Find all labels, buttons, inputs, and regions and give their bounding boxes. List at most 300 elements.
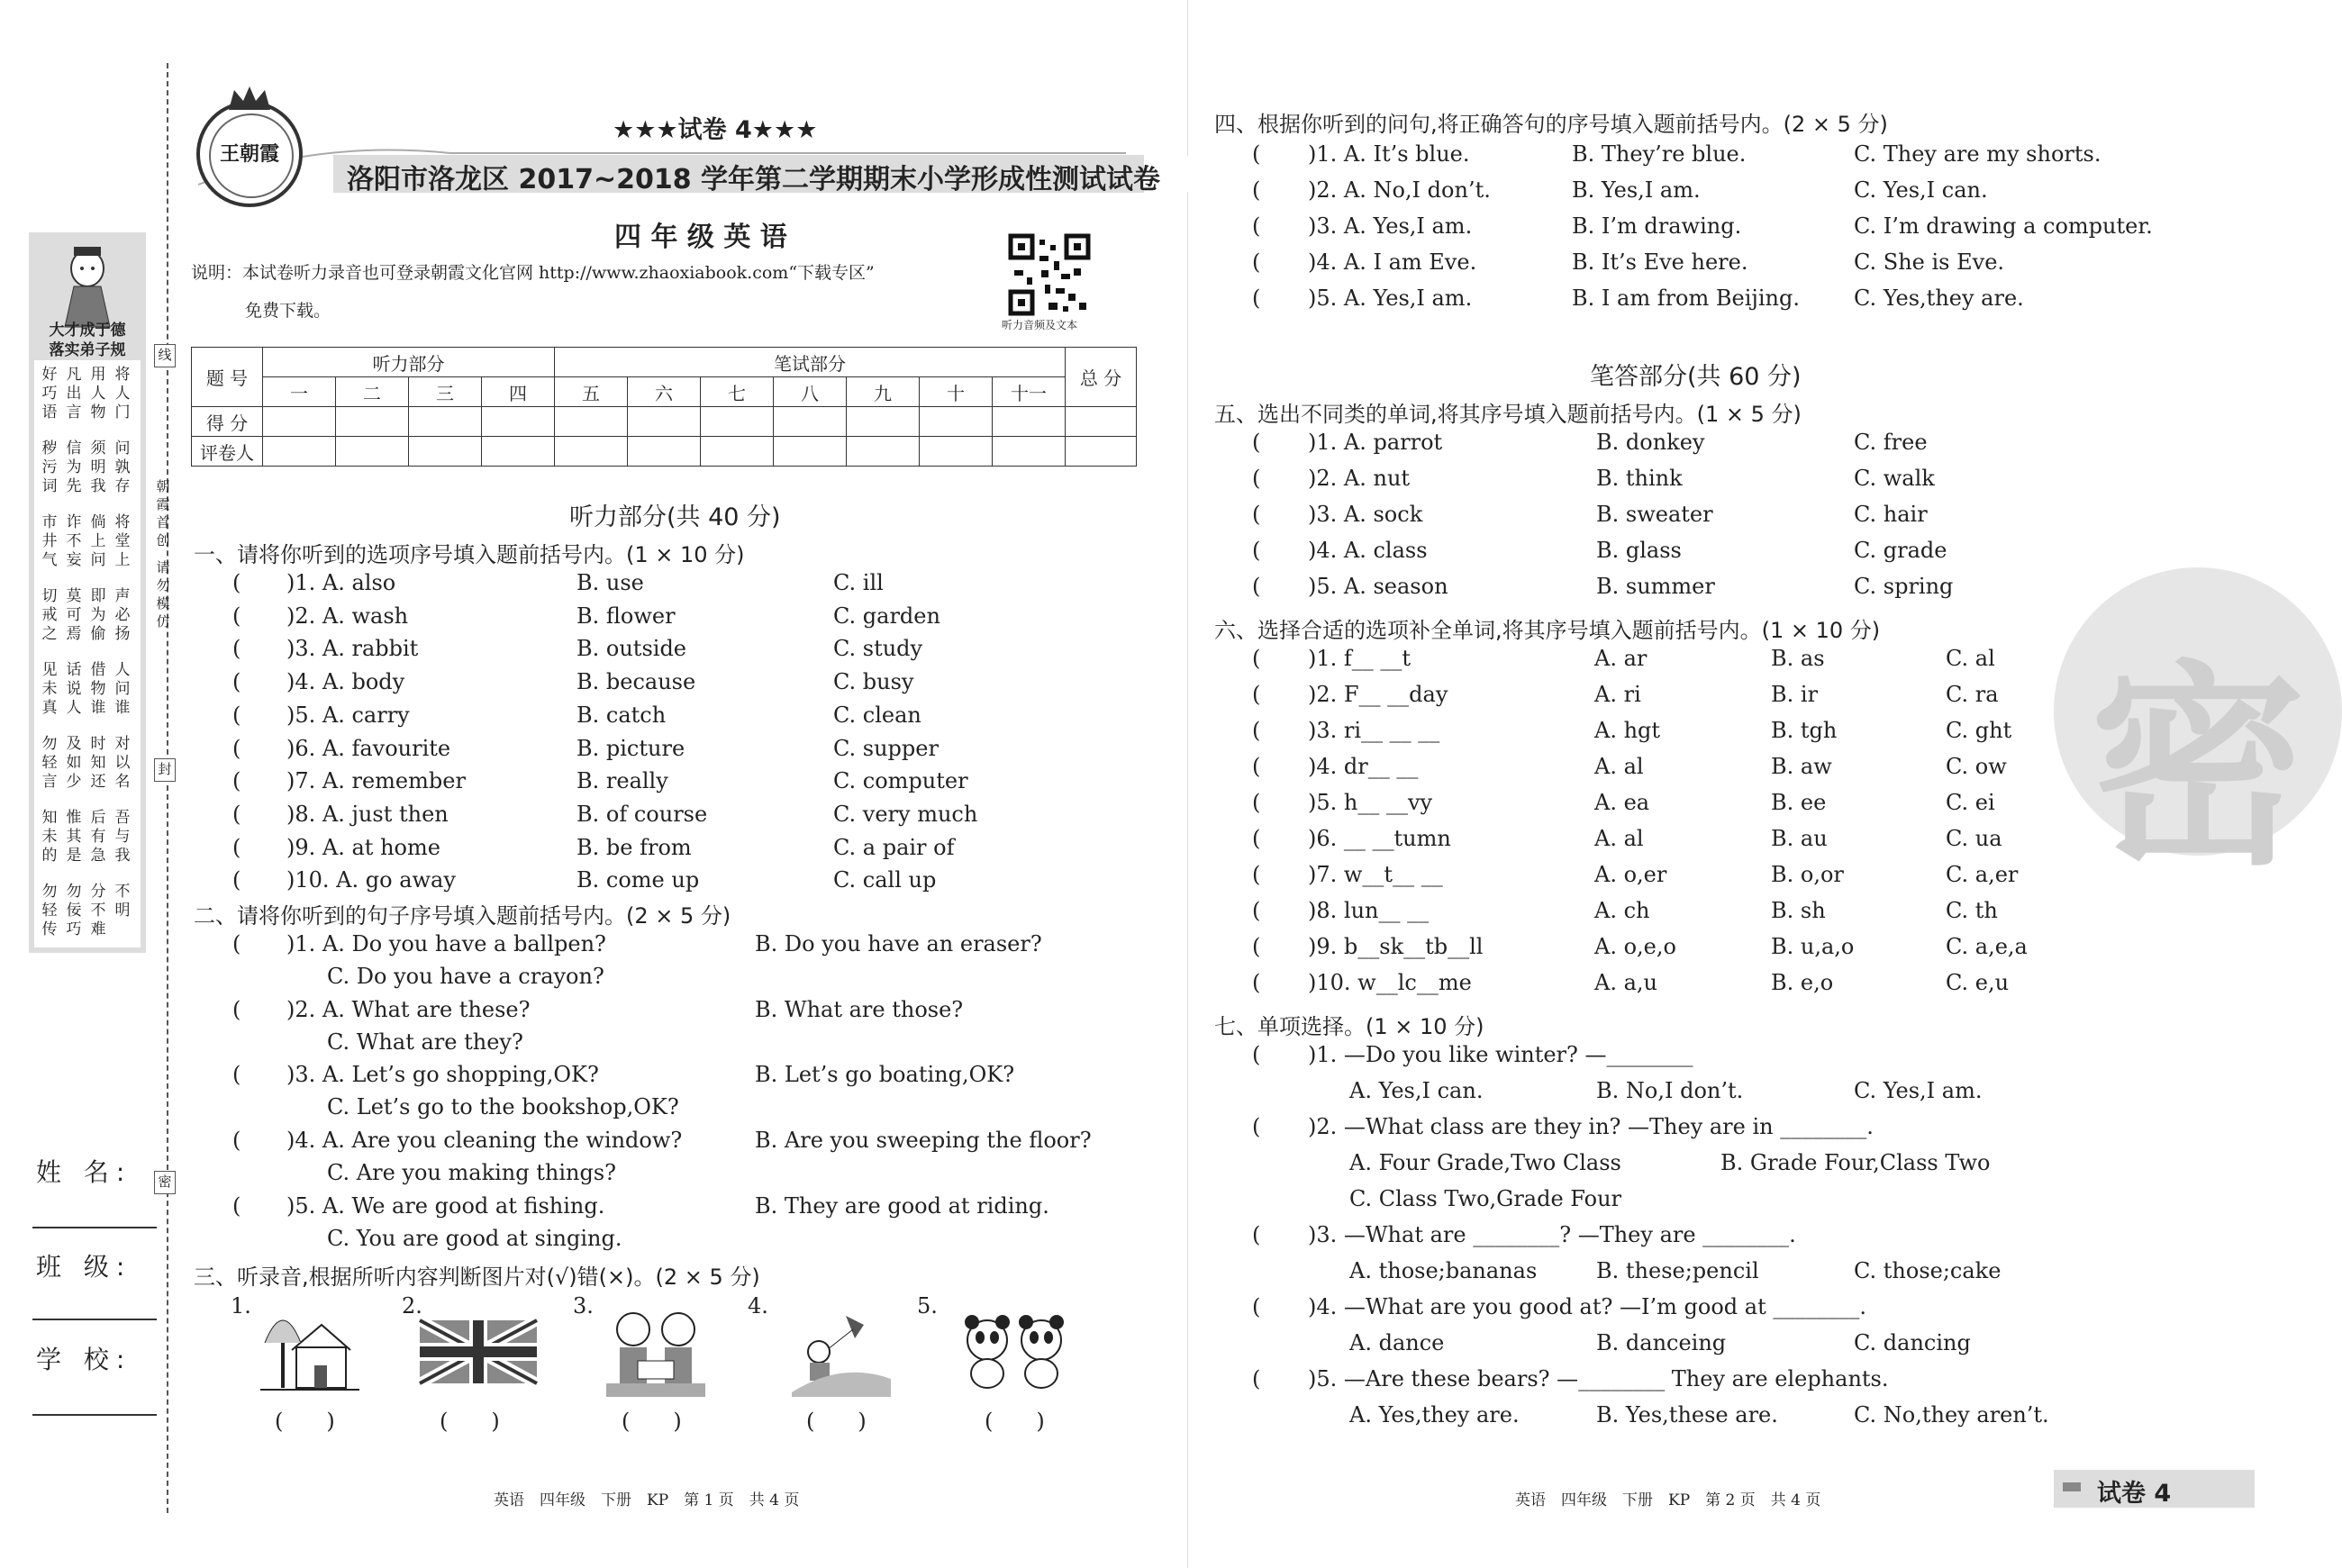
picture-number: 4. (748, 1293, 768, 1319)
option-c: C. Yes,I am. (1854, 1078, 1983, 1103)
option-c: C. busy (833, 669, 914, 695)
option-c: C. th (1946, 898, 1998, 923)
option-b: B. Do you have an eraser? (755, 931, 1042, 956)
motto-column: 对 以 名 (114, 735, 131, 791)
option-a: A. ch (1594, 898, 1650, 923)
answer-bracket[interactable]: ( (1252, 177, 1261, 203)
question-stem: )4. —What are you good at? —I’m good at ________. (1308, 1294, 1866, 1319)
section-6-title: 六、选择合适的选项补全单词,将其序号填入题前括号内。(1 × 10 分) (1214, 618, 1881, 643)
motto-column: 勿 佞 巧 (66, 883, 82, 938)
option-c: C. dancing (1854, 1330, 1971, 1355)
option-b: B. Yes,I am. (1572, 177, 1701, 203)
answer-bracket[interactable]: ( ) (806, 1409, 867, 1434)
motto-column: 及 如 少 (66, 735, 82, 791)
score-cell[interactable] (555, 407, 628, 437)
answer-bracket[interactable]: ( (1252, 1222, 1261, 1247)
motto-column: 惟 其 是 (66, 809, 82, 865)
option-a: )5. A. season (1308, 574, 1448, 599)
option-b: B. of course (576, 801, 708, 827)
answer-bracket[interactable]: ( (1252, 538, 1261, 563)
motto-column: 话 说 人 (66, 661, 82, 717)
option-c: C. computer (833, 768, 968, 794)
option-a: )1. A. also (286, 570, 396, 595)
question-stem: )3. —What are ________? —They are ________. (1308, 1222, 1796, 1247)
answer-bracket[interactable]: ( (1252, 1294, 1261, 1319)
option-c: C. ow (1946, 754, 2007, 779)
answer-bracket[interactable]: ( (1252, 502, 1261, 527)
motto-column: 声 必 扬 (114, 587, 131, 643)
option-b: B. come up (576, 867, 700, 893)
class-field[interactable] (32, 1319, 157, 1320)
picture-number: 3. (573, 1293, 594, 1319)
option-b: B. I’m drawing. (1572, 213, 1742, 239)
option-b: B. Let’s go boating,OK? (755, 1062, 1015, 1088)
name-field[interactable] (32, 1227, 157, 1228)
score-col-header: 十 (920, 377, 993, 407)
score-col-header: 九 (847, 377, 920, 407)
name-label: 姓 名: (36, 1157, 132, 1187)
question-stem: )2. —What class are they in? —They are in ________. (1308, 1114, 1874, 1139)
option-b: B. use (576, 570, 644, 595)
paper-label: ★★★试卷 4★★★ (613, 116, 818, 144)
option-b: B. think (1596, 466, 1683, 491)
subject-title: 四 年 级 英 语 (614, 222, 787, 253)
answer-bracket[interactable]: ( (232, 834, 241, 860)
option-c: C. very much (833, 801, 978, 827)
option-c: C. What are they? (327, 1029, 523, 1055)
option-c: C. ei (1946, 790, 1995, 815)
option-b: B. sh (1771, 898, 1826, 923)
score-cell[interactable] (336, 407, 409, 437)
motto-column: 见 未 真 (41, 661, 58, 717)
option-a: )5. A. carry (286, 702, 410, 728)
motto-column: 倘 上 问 (90, 513, 106, 569)
answer-bracket[interactable]: ( (1252, 1042, 1261, 1067)
option-a: )6. A. favourite (286, 735, 451, 761)
score-cell[interactable] (774, 407, 847, 437)
grader-cell[interactable] (701, 437, 774, 467)
option-b: B. as (1771, 646, 1825, 671)
word-stem: )8. lun__ __ (1308, 898, 1430, 923)
score-cell[interactable] (482, 407, 555, 437)
listening-title: 听力部分(共 40 分) (569, 503, 781, 531)
motto-column: 即 为 偷 (90, 587, 106, 643)
motto-heading: 大才成于德 落实弟子规 (49, 322, 126, 359)
motto-column: 用 人 物 (90, 366, 106, 421)
option-a: )2. A. wash (286, 603, 409, 629)
motto-column: 莫 可 焉 (66, 587, 82, 643)
option-c: C. She is Eve. (1854, 249, 2005, 275)
row-header-grader: 评卷人 (192, 437, 263, 467)
option-b: B. u,a,o (1771, 934, 1855, 959)
seal-char-seal: 封 (154, 758, 176, 782)
option-c: C. Do you have a crayon? (327, 964, 604, 989)
option-a: A. ri (1594, 682, 1641, 707)
option-a: )8. A. just then (286, 801, 449, 827)
option-b: B. Yes,these are. (1596, 1402, 1778, 1428)
option-a: )1. A. It’s blue. (1308, 141, 1470, 167)
answer-bracket[interactable]: ( (232, 996, 241, 1022)
option-b: B. because (576, 669, 696, 695)
two-pandas-picture (955, 1308, 1074, 1391)
option-a: )1. A. parrot (1308, 430, 1443, 455)
option-c: C. e,u (1946, 970, 2010, 995)
corner-paper-label: 试卷 4 (2097, 1480, 2172, 1508)
motto-column: 知 未 的 (41, 809, 58, 865)
word-stem: )2. F__ __day (1308, 682, 1448, 707)
answer-bracket[interactable]: ( (232, 636, 241, 662)
answer-bracket[interactable]: ( (1252, 826, 1261, 851)
answer-bracket[interactable]: ( ) (275, 1409, 335, 1434)
option-b: B. No,I don’t. (1596, 1078, 1744, 1103)
option-a: A. Four Grade,Two Class (1349, 1150, 1621, 1175)
two-kids-reading-picture (605, 1306, 706, 1398)
vertical-label-no-copy: 请 勿 模 仿 (156, 559, 170, 630)
section-7-title: 七、单项选择。(1 × 10 分) (1214, 1014, 1484, 1039)
option-b: B. aw (1771, 754, 1832, 779)
score-cell[interactable] (847, 407, 920, 437)
option-c: C. I’m drawing a computer. (1854, 213, 2153, 239)
option-a: )3. A. Let’s go shopping,OK? (286, 1062, 599, 1088)
option-a: )7. A. remember (286, 768, 466, 794)
section-4-title: 四、根据你听到的问句,将正确答句的序号填入题前括号内。(2 × 5 分) (1214, 112, 1888, 137)
score-col-header: 八 (774, 377, 847, 407)
answer-bracket[interactable]: ( (232, 1128, 241, 1154)
option-c: C. You are good at singing. (327, 1225, 622, 1251)
answer-bracket[interactable]: ( (1252, 682, 1261, 707)
option-b: B. outside (576, 636, 687, 662)
sidebar-motto-panel (29, 232, 146, 953)
option-a: A. Yes,they are. (1349, 1402, 1520, 1428)
option-c: C. Yes,I can. (1854, 177, 1988, 203)
score-col-header: 七 (701, 377, 774, 407)
answer-bracket[interactable]: ( (1252, 466, 1261, 491)
option-b: B. tgh (1771, 718, 1838, 743)
answer-bracket[interactable]: ( (1252, 1366, 1261, 1391)
motto-column: 将 堂 上 (114, 513, 131, 569)
option-c: C. free (1854, 430, 1928, 455)
answer-bracket[interactable]: ( (232, 570, 241, 595)
answer-bracket[interactable]: ( (1252, 718, 1261, 743)
option-c: C. Class Two,Grade Four (1349, 1186, 1622, 1211)
option-b: B. I am from Beijing. (1572, 286, 1800, 311)
option-b: B. o,or (1771, 862, 1844, 887)
secret-watermark: 密 (2054, 567, 2342, 856)
motto-column: 好 巧 语 (41, 366, 58, 421)
option-b: B. ee (1771, 790, 1827, 815)
word-stem: )3. ri__ __ __ (1308, 718, 1440, 743)
page-fold-line (1187, 0, 1188, 1568)
section-5-title: 五、选出不同类的单词,将其序号填入题前括号内。(1 × 5 分) (1214, 402, 1802, 427)
option-a: )4. A. Are you cleaning the window? (286, 1128, 683, 1154)
option-c: C. study (833, 636, 923, 662)
motto-column: 市 井 气 (41, 513, 58, 569)
option-c: C. grade (1854, 538, 1947, 563)
score-cell[interactable] (409, 407, 482, 437)
option-b: B. donkey (1596, 430, 1705, 455)
word-stem: )5. h__ __vy (1308, 790, 1433, 815)
picture-number: 2. (402, 1293, 422, 1319)
grader-cell[interactable] (555, 437, 628, 467)
option-a: A. al (1594, 826, 1644, 851)
grader-cell[interactable] (774, 437, 847, 467)
answer-bracket[interactable]: ( (1252, 1114, 1261, 1139)
motto-column: 勿 轻 言 (41, 735, 58, 791)
option-a: A. ea (1594, 790, 1650, 815)
exam-title: 洛阳市洛龙区 2017~2018 学年第二学期期末小学形成性测试试卷 (347, 164, 1161, 195)
answer-bracket[interactable]: ( (1252, 141, 1261, 167)
option-c: C. those;cake (1854, 1258, 2002, 1283)
option-b: B. They’re blue. (1572, 141, 1747, 167)
section-2-title: 二、请将你听到的句子序号填入题前括号内。(2 × 5 分) (194, 903, 731, 929)
option-a: )1. A. Do you have a ballpen? (286, 931, 606, 956)
answer-bracket[interactable]: ( ) (440, 1409, 500, 1434)
word-stem: )6. __ __tumn (1308, 826, 1451, 851)
answer-bracket[interactable]: ( (1252, 898, 1261, 923)
house-tree-picture (259, 1297, 360, 1398)
option-a: A. al (1594, 754, 1644, 779)
option-a: )3. A. Yes,I am. (1308, 213, 1473, 239)
answer-bracket[interactable]: ( (1252, 754, 1261, 779)
answer-bracket[interactable]: ( ) (985, 1409, 1045, 1434)
seal-char-secret: 密 (154, 1171, 176, 1194)
option-c: C. a,e,a (1946, 934, 2028, 959)
motto-text-area (34, 360, 141, 947)
row-header-number: 题 号 (192, 348, 263, 407)
answer-bracket[interactable]: ( (232, 735, 241, 761)
option-b: B. e,o (1771, 970, 1834, 995)
score-col-header: 十一 (993, 377, 1066, 407)
grader-cell[interactable] (993, 437, 1066, 467)
crown-icon (227, 85, 272, 112)
option-c: C. Let’s go to the bookshop,OK? (327, 1094, 679, 1120)
motto-column: 问 孰 存 (114, 440, 131, 495)
option-c: C. Yes,they are. (1854, 286, 2024, 311)
grader-cell[interactable] (920, 437, 993, 467)
answer-bracket[interactable]: ( (1252, 862, 1261, 887)
option-b: B. summer (1596, 574, 1715, 599)
option-b: B. Are you sweeping the floor? (755, 1128, 1092, 1154)
option-c: C. a,er (1946, 862, 2019, 887)
option-c: C. spring (1854, 574, 1954, 599)
answer-bracket[interactable]: ( (1252, 286, 1261, 311)
word-stem: )10. w__lc__me (1308, 970, 1472, 995)
score-table (191, 347, 1137, 467)
score-cell[interactable] (920, 407, 993, 437)
answer-bracket[interactable]: ( (232, 669, 241, 695)
listening-group-header: 听力部分 (263, 348, 555, 377)
grader-cell[interactable] (482, 437, 555, 467)
option-b: B. They are good at riding. (755, 1192, 1049, 1219)
grader-cell[interactable] (1066, 437, 1137, 467)
option-a: )5. A. We are good at fishing. (286, 1192, 605, 1219)
score-col-header: 五 (555, 377, 628, 407)
option-a: )2. A. What are these? (286, 996, 531, 1022)
option-a: )2. A. nut (1308, 466, 1411, 491)
grader-cell[interactable] (847, 437, 920, 467)
answer-bracket[interactable]: ( (232, 603, 241, 629)
option-b: B. glass (1596, 538, 1682, 563)
word-stem: )1. f__ __t (1308, 646, 1412, 671)
option-a: )3. A. rabbit (286, 636, 419, 662)
option-b: B. be from (576, 834, 692, 860)
option-c: C. call up (833, 867, 937, 893)
option-c: C. ght (1946, 718, 2012, 743)
option-c: C. garden (833, 603, 940, 629)
answer-bracket[interactable]: ( (232, 1062, 241, 1088)
option-b: B. ir (1771, 682, 1819, 707)
option-c: C. ra (1946, 682, 1999, 707)
answer-bracket[interactable]: ( (1252, 646, 1261, 671)
qr-caption: 听力音频及文本 (1002, 319, 1078, 331)
word-stem: )9. b__sk__tb__ll (1308, 934, 1484, 959)
answer-bracket[interactable]: ( (1252, 970, 1261, 995)
note-line-2: 免费下载。 (245, 301, 331, 321)
option-a: )4. A. I am Eve. (1308, 249, 1477, 275)
word-stem: )7. w__t__ __ (1308, 862, 1443, 887)
answer-bracket[interactable]: ( (232, 702, 241, 728)
motto-column: 人 问 谁 (114, 661, 131, 717)
motto-column: 信 为 先 (66, 440, 82, 495)
answer-bracket[interactable]: ( (1252, 934, 1261, 959)
answer-bracket[interactable]: ( (232, 1192, 241, 1219)
note-line-1: 说明：本试卷听力录音也可登录朝霞文化官网 http://www.zhaoxiabook.com“下载专区” (191, 263, 875, 283)
motto-column: 吾 与 我 (114, 809, 131, 865)
motto-column: 分 不 难 (90, 883, 106, 938)
option-a: A. dance (1349, 1330, 1445, 1355)
option-a: A. o,er (1594, 862, 1667, 887)
total-header: 总 分 (1066, 348, 1137, 407)
option-a: )9. A. at home (286, 834, 440, 860)
option-b: B. these;pencil (1596, 1258, 1759, 1283)
picture-number: 1. (231, 1293, 251, 1319)
option-c: C. No,they aren’t. (1854, 1402, 2049, 1428)
option-a: )10. A. go away (286, 867, 456, 893)
section-3-title: 三、听录音,根据所听内容判断图片对(√)错(×)。(2 × 5 分) (194, 1264, 760, 1290)
score-col-header: 二 (336, 377, 409, 407)
writing-group-header: 笔试部分 (555, 348, 1066, 377)
answer-bracket[interactable]: ( (232, 867, 241, 893)
option-a: )4. A. body (286, 669, 405, 695)
option-b: B. What are those? (755, 996, 964, 1022)
score-col-header: 一 (263, 377, 336, 407)
option-b: B. catch (576, 702, 667, 728)
answer-bracket[interactable]: ( (232, 801, 241, 827)
motto-column: 勿 轻 传 (41, 883, 58, 938)
option-a: A. hgt (1594, 718, 1661, 743)
score-col-header: 四 (482, 377, 555, 407)
motto-column: 不 明 (114, 883, 131, 920)
option-a: )5. A. Yes,I am. (1308, 286, 1473, 311)
option-a: A. Yes,I can. (1349, 1078, 1484, 1103)
question-stem: )1. —Do you like winter? —________ (1308, 1042, 1693, 1067)
row-header-score: 得 分 (192, 407, 263, 437)
motto-column: 诈 不 妄 (66, 513, 82, 569)
option-c: C. ill (833, 570, 884, 595)
motto-column: 秽 污 词 (41, 440, 58, 495)
answer-bracket[interactable]: ( ) (622, 1409, 682, 1434)
motto-column: 须 明 我 (90, 440, 106, 495)
option-b: B. picture (576, 735, 685, 761)
grader-cell[interactable] (628, 437, 701, 467)
option-c: C. Are you making things? (327, 1160, 617, 1186)
picture-number: 5. (917, 1293, 938, 1319)
logo-text: 王朝霞 (219, 143, 279, 166)
question-stem: )5. —Are these bears? —________ They are elephants. (1308, 1366, 1889, 1391)
footer-left: 英语 四年级 下册 KP 第 1 页 共 4 页 (494, 1491, 800, 1509)
option-a: )4. A. class (1308, 538, 1428, 563)
option-b: B. sweater (1596, 502, 1713, 527)
grader-cell[interactable] (336, 437, 409, 467)
scholar-figure-icon (56, 241, 119, 327)
score-cell[interactable] (701, 407, 774, 437)
option-a: A. o,e,o (1594, 934, 1676, 959)
option-a: )3. A. sock (1308, 502, 1423, 527)
answer-bracket[interactable]: ( (232, 931, 241, 956)
vertical-label-original: 朝 霞 首 创 (156, 478, 170, 548)
kid-flying-kite-picture (791, 1310, 892, 1398)
footer-right: 英语 四年级 下册 KP 第 2 页 共 4 页 (1515, 1491, 1821, 1509)
option-c: C. a pair of (833, 834, 955, 860)
seal-char-line: 线 (154, 344, 176, 367)
uk-flag-picture (419, 1319, 538, 1384)
binding-dashed-line (167, 63, 168, 1513)
option-c: C. clean (833, 702, 921, 728)
score-cell[interactable] (628, 407, 701, 437)
option-b: B. danceing (1596, 1330, 1727, 1355)
option-c: C. supper (833, 735, 939, 761)
option-b: B. Grade Four,Class Two (1720, 1150, 1991, 1175)
option-c: C. They are my shorts. (1854, 141, 2101, 167)
score-cell[interactable] (263, 407, 336, 437)
writing-title: 笔答部分(共 60 分) (1590, 363, 1802, 391)
answer-bracket[interactable]: ( (232, 768, 241, 794)
motto-column: 借 物 谁 (90, 661, 106, 717)
option-a: )2. A. No,I don’t. (1308, 177, 1491, 203)
school-label: 学 校: (36, 1345, 132, 1374)
answer-bracket[interactable]: ( (1252, 790, 1261, 815)
brand-logo (196, 101, 303, 207)
option-b: B. flower (576, 603, 676, 629)
option-a: A. a,u (1594, 970, 1657, 995)
answer-bracket[interactable]: ( (1252, 430, 1261, 455)
motto-column: 凡 出 言 (66, 366, 82, 421)
score-col-header: 三 (409, 377, 482, 407)
motto-column: 切 戒 之 (41, 587, 58, 643)
answer-bracket[interactable]: ( (1252, 213, 1261, 239)
answer-bracket[interactable]: ( (1252, 249, 1261, 275)
word-stem: )4. dr__ __ (1308, 754, 1419, 779)
option-b: B. It’s Eve here. (1572, 249, 1748, 275)
section-1-title: 一、请将你听到的选项序号填入题前括号内。(1 × 10 分) (194, 542, 745, 567)
motto-column: 将 人 门 (114, 366, 131, 421)
grader-cell[interactable] (263, 437, 336, 467)
option-a: A. those;bananas (1349, 1258, 1538, 1283)
option-b: B. really (576, 768, 668, 794)
score-cell[interactable] (993, 407, 1066, 437)
option-c: C. al (1946, 646, 1995, 671)
option-c: C. ua (1946, 826, 2002, 851)
option-a: A. ar (1594, 646, 1648, 671)
answer-bracket[interactable]: ( (1252, 574, 1261, 599)
school-field[interactable] (32, 1414, 157, 1416)
corner-decoration (2063, 1482, 2081, 1491)
motto-column: 时 知 还 (90, 735, 106, 791)
qr-code-icon[interactable] (1009, 234, 1090, 315)
motto-column: 后 有 急 (90, 809, 106, 865)
score-cell[interactable] (1066, 407, 1137, 437)
grader-cell[interactable] (409, 437, 482, 467)
